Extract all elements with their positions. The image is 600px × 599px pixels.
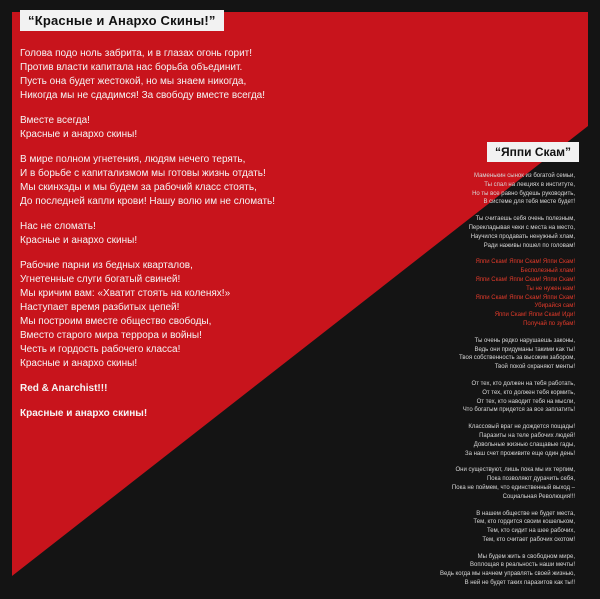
verse-stanza xyxy=(408,215,575,250)
lyric-line: Никогда мы не сдадимся! За свободу вместе всегда! xyxy=(20,90,265,101)
lyric-line: Они существуют, лишь пока мы их терпим, xyxy=(455,467,575,474)
lyric-line: Красные и анархо скины! xyxy=(20,358,138,369)
lyric-line: Классовый враг не дождется пощады! xyxy=(468,424,575,431)
lyric-line: Нас не сломать! xyxy=(20,221,96,232)
verse-stanza xyxy=(408,423,575,458)
lyric-line: Красные и анархо скины! xyxy=(20,129,138,140)
verse-stanza xyxy=(408,466,575,501)
verse-stanza xyxy=(408,380,575,415)
lyric-line: Тем, кто сидит на шее рабочих, xyxy=(486,528,575,535)
lyric-line: Что богатым придется за все заплатить! xyxy=(462,407,575,414)
lyric-line: Воплощая в реальность наши мечты! xyxy=(470,562,575,569)
lyric-line: Получай по зубам! xyxy=(523,320,575,327)
left-stanza xyxy=(20,47,340,103)
lyric-line: От тех, кто должен на тебя работать, xyxy=(471,380,575,387)
lyric-line: Тем, кто считает рабочих скотом! xyxy=(482,536,575,543)
lyric-line: Бесполезный хлам! xyxy=(520,268,575,275)
lyric-line: Рабочие парни из бедных кварталов, xyxy=(20,260,193,271)
lyric-line: От тех, кто наводит тебя на мысли, xyxy=(476,398,575,405)
left-stanza xyxy=(20,220,340,248)
lyric-line: Ты считаешь себя очень полезным, xyxy=(475,216,575,223)
lyric-line: Мы скинхэды и мы будем за рабочий класс стоять, xyxy=(20,182,257,193)
left-song-title: “Красные и Анархо Скины!” xyxy=(20,10,224,31)
lyric-line: Ты очень редко нарушаешь законы, xyxy=(474,337,575,344)
lyric-line: Ведь когда мы начнем управлять своей жизнью, xyxy=(440,571,575,578)
lyric-line: В системе для тебя месте будет! xyxy=(483,199,575,206)
lyric-line: Убирайся сам! xyxy=(534,303,575,310)
lyric-line: Тем, кто гордится своим кошельком, xyxy=(473,519,575,526)
lyric-line: Мы построим вместе общество свободы, xyxy=(20,316,212,327)
lyric-line: Ты спал на лекциях в институте, xyxy=(484,181,575,188)
verse-stanza xyxy=(408,510,575,545)
left-stanza xyxy=(20,382,340,396)
lyric-line: Твой покой охраняют менты! xyxy=(494,364,575,371)
lyric-line: Пока не поймем, что единственный выход – xyxy=(451,484,575,491)
lyric-line: Научился продавать ненужный хлам, xyxy=(470,233,575,240)
lyric-line: Мы кричим вам: «Хватит стоять на коленях!» xyxy=(20,288,231,299)
left-stanza xyxy=(20,153,340,209)
right-song-title: “Яппи Скам” xyxy=(487,142,579,162)
lyric-line: До последней капли крови! Нашу волю им не сломать! xyxy=(20,196,276,207)
lyric-line: Яппи Скам! Яппи Скам! Яппи Скам! xyxy=(475,259,575,266)
lyric-line: Яппи Скам! Яппи Скам! Яппи Скам! xyxy=(475,294,575,301)
chorus-stanza xyxy=(408,258,575,328)
lyric-line: Паразиты на теле рабочих людей! xyxy=(479,432,575,439)
lyric-line: Мы будем жить в свободном мире, xyxy=(477,553,575,560)
lyric-line: Но ты все равно будешь руководить, xyxy=(472,190,575,197)
left-stanza xyxy=(20,407,340,421)
lyric-line: Ведь они придуманы такими как ты! xyxy=(474,346,575,353)
lyric-line: Ради наживы пошел по головам! xyxy=(483,242,575,249)
lyric-line: Яппи Скам! Яппи Скам! Иди! xyxy=(494,312,575,319)
verse-stanza xyxy=(408,337,575,372)
lyric-line: Голова подо ноль забрита, и в глазах огонь горит! xyxy=(20,48,253,59)
lyric-line: Наступает время разбитых цепей! xyxy=(20,302,180,313)
lyric-line: Пока позволяют дурачить себя, xyxy=(486,476,575,483)
lyric-line: Угнетенные слуги богатый свиней! xyxy=(20,274,181,285)
lyric-line: Довольные жизнью слащавые гады, xyxy=(473,441,575,448)
lyric-line: В ней не будет таких паразитов как ты!! xyxy=(464,580,575,587)
lyric-line: Твоя собственность за высоким забором, xyxy=(458,355,575,362)
lyric-line: Красные и анархо скины! xyxy=(20,235,138,246)
lyric-line: Яппи Скам! Яппи Скам! Яппи Скам! xyxy=(475,276,575,283)
lyric-line: Red & Anarchist!!! xyxy=(20,383,108,394)
right-lyrics xyxy=(408,172,575,596)
lyric-line: За наш счет проживите еще один день! xyxy=(464,450,575,457)
lyric-line: И в борьбе с капитализмом мы готовы жизнь отдать! xyxy=(20,168,266,179)
verse-stanza xyxy=(408,172,575,207)
left-lyrics xyxy=(20,47,340,432)
lyric-line: Ты не нужен нам! xyxy=(526,285,575,292)
lyric-line: Вместо старого мира террора и войны! xyxy=(20,330,202,341)
lyric-line: Красные и анархо скины! xyxy=(20,408,148,419)
lyric-line: Честь и гордость рабочего класса! xyxy=(20,344,181,355)
lyric-line: Социальная Революция!!! xyxy=(502,493,575,500)
lyric-line: В нашем обществе не будет места, xyxy=(476,510,575,517)
lyric-line: В мире полном угнетения, людям нечего терять, xyxy=(20,154,246,165)
verse-stanza xyxy=(408,553,575,588)
lyric-line: Маменькин сынок из богатой семьи, xyxy=(474,173,575,179)
lyric-line: Против власти капитала нас борьба объединит. xyxy=(20,62,243,73)
lyric-line: Перекладывая чеки с места на место, xyxy=(468,224,575,231)
left-stanza xyxy=(20,259,340,371)
lyric-line: Вместе всегда! xyxy=(20,115,90,126)
lyric-line: Пусть она будет жестокой, но мы знаем никогда, xyxy=(20,76,247,87)
lyric-line: От тех, кто должен тебя кормить, xyxy=(482,389,575,396)
left-stanza xyxy=(20,114,340,142)
